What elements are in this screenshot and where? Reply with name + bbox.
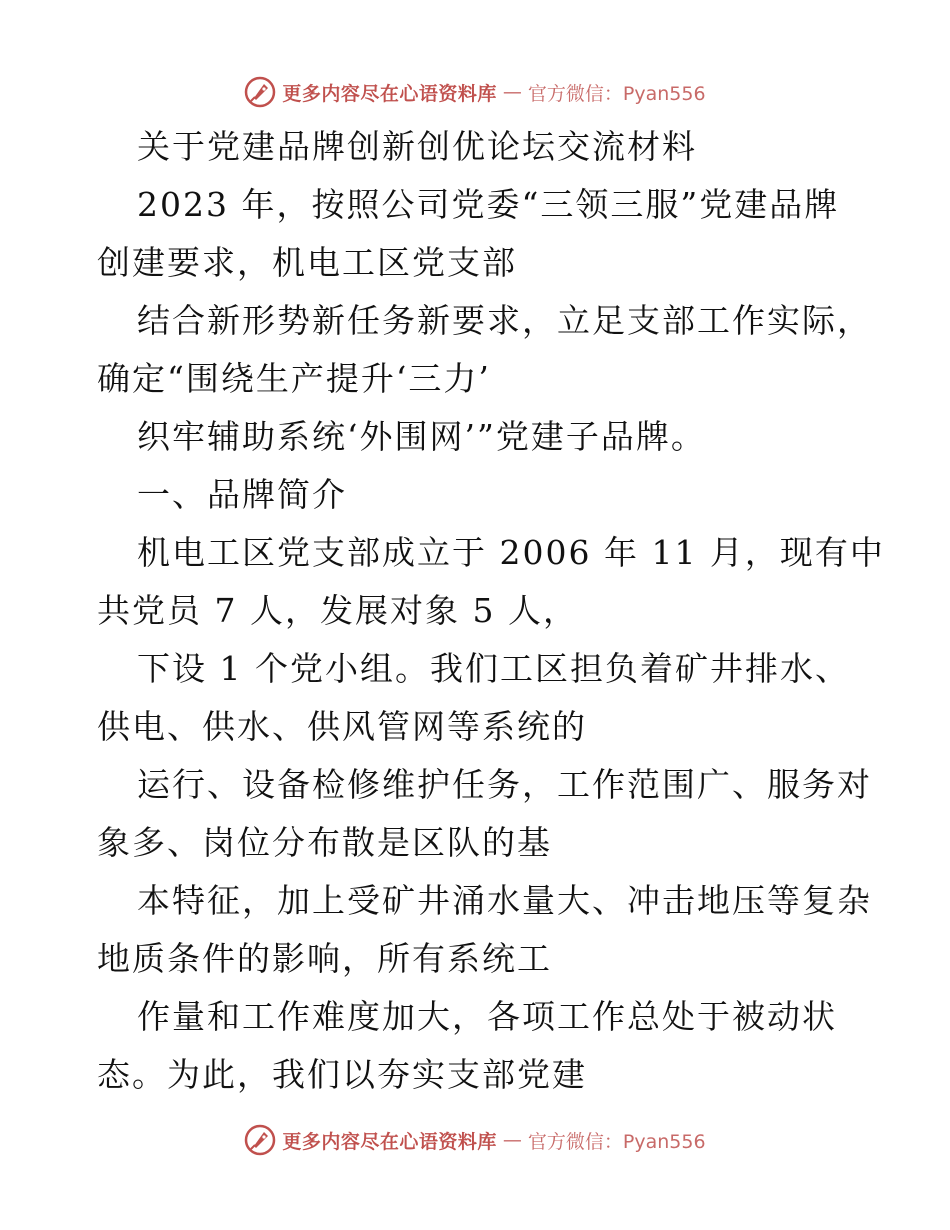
doc-line: 机电工区党支部成立于 2006 年 11 月，现有中 — [137, 533, 885, 572]
watermark-wechat-text: 官方微信：Pyan556 — [527, 82, 706, 105]
doc-line: 创建要求，机电工区党支部 — [97, 243, 517, 282]
watermark-wechat-text: 官方微信：Pyan556 — [527, 1130, 706, 1153]
doc-line: 确定“围绕生产提升‘三力’ — [97, 359, 491, 398]
doc-line: 共党员 7 人，发展对象 5 人， — [97, 591, 578, 630]
doc-line: 供电、供水、供风管网等系统的 — [97, 707, 587, 746]
section-heading: 一、品牌简介 — [137, 475, 347, 514]
footer-watermark — [0, 1120, 950, 1160]
doc-line: 2023 年，按照公司党委“三领三服”党建品牌 — [137, 185, 840, 224]
watermark-main-text: 更多内容尽在心语资料库 — [282, 82, 497, 105]
doc-line: 地质条件的影响，所有系统工 — [97, 939, 552, 978]
doc-line: 织牢辅助系统‘外围网’”党建子品牌。 — [137, 417, 706, 456]
pen-nib-icon — [244, 76, 276, 108]
watermark-separator: — — [502, 1129, 522, 1151]
watermark-separator: — — [502, 81, 522, 103]
doc-title: 关于党建品牌创新创优论坛交流材料 — [137, 127, 697, 166]
doc-line: 本特征，加上受矿井涌水量大、冲击地压等复杂 — [137, 881, 872, 920]
doc-line: 下设 1 个党小组。我们工区担负着矿井排水、 — [137, 649, 850, 688]
doc-line: 运行、设备检修维护任务，工作范围广、服务对 — [137, 765, 872, 804]
watermark-main-text: 更多内容尽在心语资料库 — [282, 1130, 497, 1153]
doc-line: 结合新形势新任务新要求，立足支部工作实际， — [137, 301, 872, 340]
header-watermark — [0, 72, 950, 112]
doc-line: 态。为此，我们以夯实支部党建 — [97, 1055, 587, 1094]
doc-line: 象多、岗位分布散是区队的基 — [97, 823, 552, 862]
document-body — [97, 118, 885, 1104]
pen-nib-icon — [244, 1124, 276, 1156]
doc-line: 作量和工作难度加大，各项工作总处于被动状 — [137, 997, 837, 1036]
